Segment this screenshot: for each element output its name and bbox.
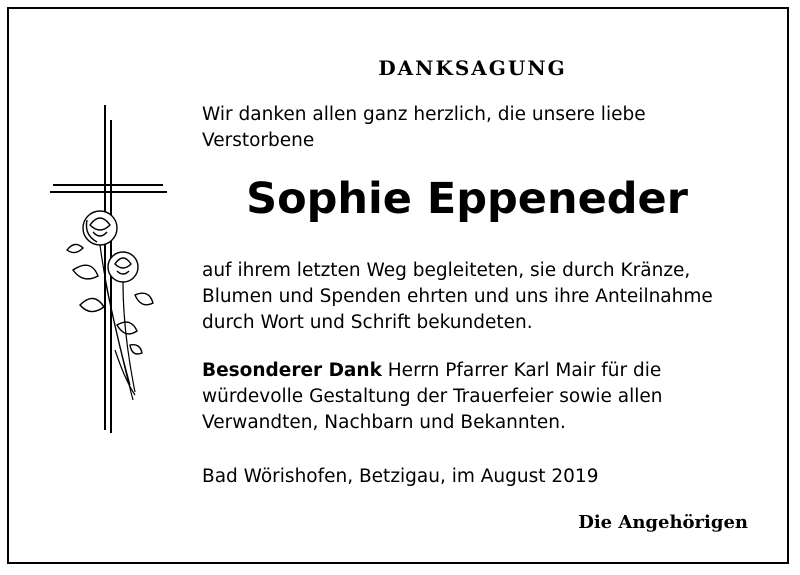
special-thanks-paragraph	[202, 358, 762, 436]
deceased-name: Sophie Eppeneder	[246, 174, 688, 224]
intro-text: Wir danken allen ganz herzlich, die unsere liebe Verstorbene	[202, 104, 646, 151]
special-thanks-label: Besonderer Dank	[202, 360, 382, 381]
thanks-paragraph: auf ihrem letzten Weg begleiteten, sie durch Kränze, Blumen und Spenden ehrten und uns ihre Anteilnahme durch Wort und Schrift bekundeten.	[202, 260, 713, 333]
special-thanks-text: Herrn Pfarrer Karl Mair für die würdevolle Gestaltung der Trauerfeier sowie allen Verwandten, Nachbarn und Bekannten.	[202, 360, 663, 433]
closing-signature: Die Angehörigen	[578, 512, 748, 533]
place-date: Bad Wörishofen, Betzigau, im August 2019	[202, 466, 599, 487]
notice-heading: DANKSAGUNG	[378, 56, 567, 80]
cross-with-roses-icon	[45, 100, 175, 440]
